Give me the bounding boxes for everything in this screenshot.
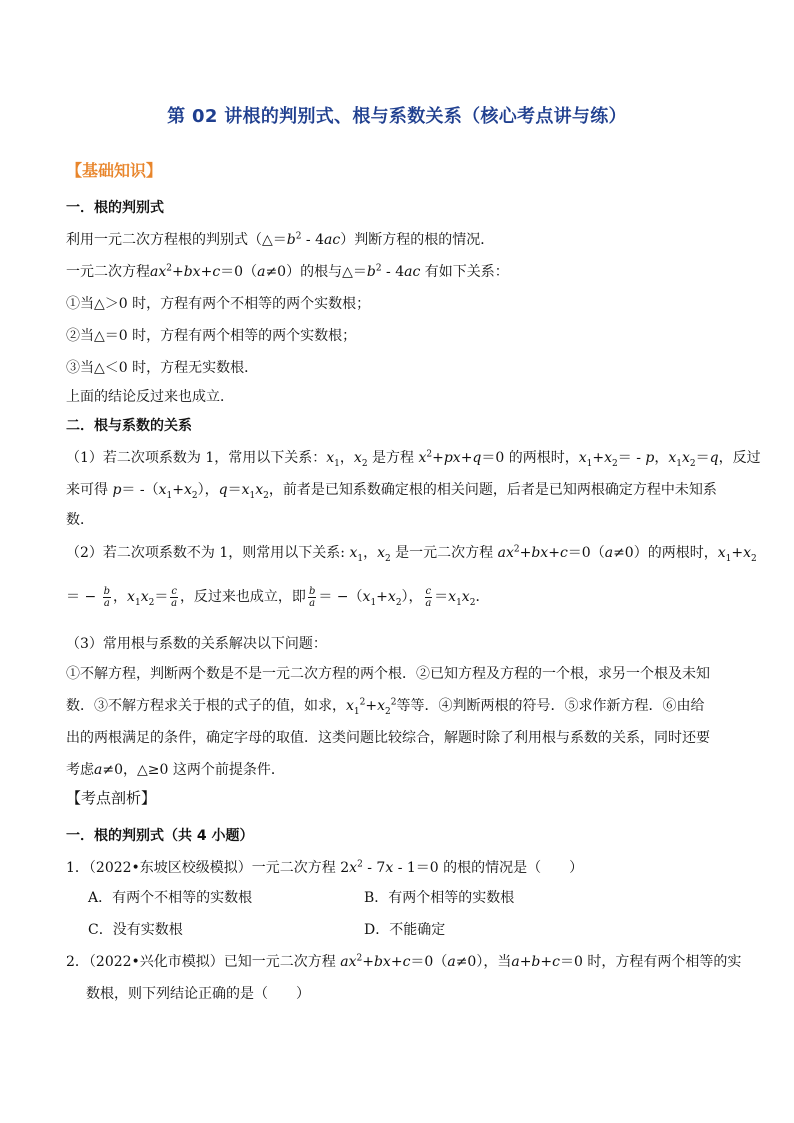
vieta-paragraph-2-line-2: ＝ − $\frac{b}{a}$ ，$x_1x_2=$ $\frac{c}{a}$ ，反过来也成立，即 $\frac{b}{a}$ ＝ $-(x_1+x_2)$， $\frac{c}{a}$ $=x_1x_2$． <box>66 585 490 609</box>
vieta-paragraph-3-line-1: ①不解方程，判断两个数是不是一元二次方程的两个根．②已知方程及方程的一个根，求另一个根及未知 <box>66 666 710 682</box>
analysis-tag: 【考点剖析】 <box>66 789 157 807</box>
question-1-stem: 1．（2022•东坡区校级模拟）一元二次方程 $2x^2 - 7x - 1=0$ 的根的情况是（ ） <box>66 859 584 876</box>
discriminant-relation: 一元二次方程$ax^2+bx+c=0(a\ne 0)$的根与$\triangle=b^2 - 4ac$ 有如下关系： <box>66 263 509 280</box>
vieta-paragraph-2-line-1: （2）若二次项系数不为 1，则常用以下关系: $x_1$，$x_2$ 是一元二次方程 $ax^2+bx+c=0(a\ne 0)$的两根时，$x_1+x_2$ <box>66 544 757 564</box>
vieta-paragraph-1-line-3: 数． <box>66 512 94 528</box>
discriminant-converse: 上面的结论反过来也成立． <box>66 389 234 405</box>
discriminant-case-3: ③当△＜0 时，方程无实数根． <box>66 360 259 376</box>
vieta-paragraph-3-line-3: 出的两根满足的条件，确定字母的取值．这类问题比较综合，解题时除了利用根与系数的关系，同时还要 <box>66 730 710 746</box>
fraction-c-over-a: $\frac{c}{a}$ <box>171 585 178 609</box>
question-1-option-d[interactable]: D．不能确定 <box>364 922 446 938</box>
question-section-heading: 一．根的判别式（共 4 小题） <box>66 828 254 844</box>
question-1-option-a[interactable]: A．有两个不相等的实数根 <box>88 890 253 906</box>
discriminant-case-1: ①当△＞0 时，方程有两个不相等的两个实数根； <box>66 296 371 312</box>
discriminant-definition: 利用一元二次方程根的判别式$(\triangle=b^2 - 4ac)$判断方程的根的情况． <box>66 231 495 248</box>
fraction-b-over-a: $\frac{b}{a}$ <box>103 585 111 609</box>
question-2-stem-line-2: 数根，则下列结论正确的是（ ） <box>86 986 310 1002</box>
question-1-option-c[interactable]: C．没有实数根 <box>88 922 183 938</box>
fraction-b-over-a-2: $\frac{b}{a}$ <box>308 585 316 609</box>
vieta-paragraph-3-heading: （3）常用根与系数的关系解决以下问题： <box>66 636 327 652</box>
vieta-paragraph-3-line-2: 数．③不解方程求关于根的式子的值，如求，$x_1^2+x_2^2$等等．④判断两根的符号．⑤求作新方程．⑥由给 <box>66 697 705 717</box>
section-heading-vieta: 二．根与系数的关系 <box>66 418 192 434</box>
fraction-c-over-a-2: $\frac{c}{a}$ <box>425 585 432 609</box>
page-title: 第 02 讲根的判别式、根与系数关系（核心考点讲与练） <box>167 106 627 127</box>
basic-knowledge-tag: 【基础知识】 <box>66 161 163 180</box>
vieta-paragraph-1-line-1: （1）若二次项系数为 1，常用以下关系：$x_1$，$x_2$ 是方程 $x^2+px+q=0$ 的两根时，$x_1+x_2= - p$，$x_1x_2=q$，反过 <box>66 449 761 469</box>
question-1-option-b[interactable]: B．有两个相等的实数根 <box>364 890 515 906</box>
question-2-stem-line-1: 2．（2022•兴化市模拟）已知一元二次方程 $ax^2+bx+c=0(a\ne 0)$，当a+b+c＝0 时，方程有两个相等的实 <box>66 953 742 970</box>
vieta-paragraph-1-line-2: 来可得 $p= -(x_1+x_2)$，$q=x_1x_2$，前者是已知系数确定根的相关问题，后者是已知两根确定方程中未知系 <box>66 482 717 501</box>
vieta-paragraph-3-line-4: 考虑a≠0，△≥0 这两个前提条件． <box>66 762 285 778</box>
discriminant-case-2: ②当△＝0 时，方程有两个相等的两个实数根； <box>66 328 357 344</box>
section-heading-discriminant: 一．根的判别式 <box>66 200 164 216</box>
